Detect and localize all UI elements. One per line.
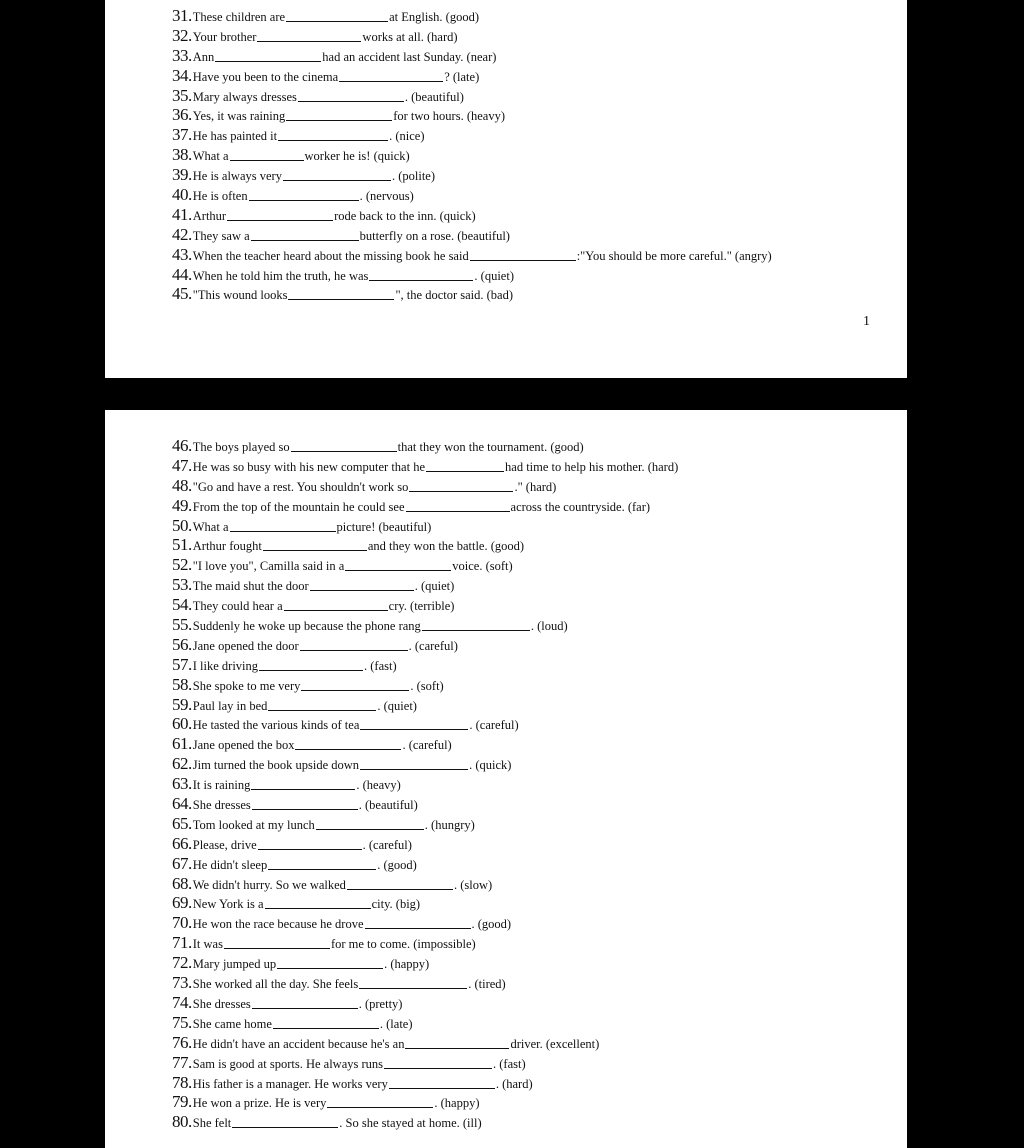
answer-blank[interactable]	[359, 976, 467, 989]
item-text-before: New York is a	[192, 897, 264, 912]
item-text-before: Ann	[192, 49, 215, 64]
exercise-item	[172, 476, 907, 496]
item-number: 39.	[172, 165, 192, 185]
item-text-before: We didn't hurry. So we walked	[192, 877, 346, 892]
item-text-after: . (quiet)	[474, 268, 514, 283]
exercise-item	[172, 1073, 907, 1093]
exercise-item	[172, 185, 907, 205]
item-text-before: She dresses	[192, 996, 251, 1011]
exercise-list	[172, 6, 907, 304]
item-text-after: . (careful)	[469, 718, 519, 733]
item-text-after: . (polite)	[391, 169, 436, 184]
item-text-before: Tom looked at my lunch	[192, 817, 315, 832]
item-text-before: He is often	[192, 189, 248, 204]
item-text-before: "Go and have a rest. You shouldn't work so	[192, 479, 409, 494]
answer-blank[interactable]	[291, 439, 397, 452]
answer-blank[interactable]	[259, 658, 363, 671]
exercise-item	[172, 1013, 907, 1033]
item-number: 40.	[172, 185, 192, 205]
exercise-item	[172, 774, 907, 794]
item-text-before: Arthur	[192, 208, 227, 223]
item-text-after: . (careful)	[402, 738, 452, 753]
answer-blank[interactable]	[327, 1095, 433, 1108]
exercise-item	[172, 225, 907, 245]
item-text-before: It is raining	[192, 778, 251, 793]
answer-blank[interactable]	[422, 618, 530, 631]
item-text-after: at English. (good)	[389, 10, 479, 24]
item-number: 63.	[172, 774, 192, 794]
item-number: 45.	[172, 284, 192, 304]
exercise-item	[172, 555, 907, 575]
item-text-before: She came home	[192, 1016, 272, 1031]
answer-blank[interactable]	[310, 578, 414, 591]
item-number: 32.	[172, 25, 192, 45]
item-number: 62.	[172, 754, 192, 774]
item-text-before: "This wound looks	[192, 288, 288, 303]
exercise-item	[172, 655, 907, 675]
exercise-item	[172, 165, 907, 185]
answer-blank[interactable]	[263, 538, 367, 551]
page-number: 1	[863, 314, 870, 329]
answer-blank[interactable]	[426, 459, 504, 472]
item-text-before: They could hear a	[192, 599, 283, 614]
item-text-before: His father is a manager. He works very	[192, 1076, 388, 1091]
item-number: 77.	[172, 1052, 192, 1072]
item-number: 52.	[172, 555, 192, 575]
item-text-before: Please, drive	[192, 837, 257, 852]
answer-blank[interactable]	[288, 287, 394, 300]
answer-blank[interactable]	[405, 1036, 509, 1049]
item-text-after: picture! (beautiful)	[336, 519, 432, 534]
item-text-before: Paul lay in bed	[192, 698, 268, 713]
answer-blank[interactable]	[384, 1056, 492, 1069]
item-number: 50.	[172, 515, 192, 535]
item-text-after: . (good)	[377, 857, 417, 872]
item-number: 58.	[172, 674, 192, 694]
answer-blank[interactable]	[345, 558, 451, 571]
item-number: 74.	[172, 992, 192, 1012]
item-text-before: The boys played so	[192, 440, 290, 454]
answer-blank[interactable]	[277, 956, 383, 969]
exercise-item	[172, 86, 907, 106]
item-text-after: . (fast)	[493, 1056, 526, 1071]
item-text-before: Mary jumped up	[192, 957, 277, 972]
item-text-after: . (happy)	[434, 1096, 480, 1111]
item-number: 31.	[172, 6, 192, 25]
item-number: 61.	[172, 734, 192, 754]
item-text-before: He has painted it	[192, 129, 278, 144]
item-number: 44.	[172, 264, 192, 284]
item-number: 69.	[172, 893, 192, 913]
item-text-before: Arthur fought	[192, 539, 262, 554]
item-text-before: When the teacher heard about the missing book he said	[192, 248, 469, 263]
item-text-after: . (loud)	[530, 619, 568, 634]
exercise-item	[172, 615, 907, 635]
item-text-after: worker he is! (quick)	[304, 149, 410, 164]
item-text-before: She spoke to me very	[192, 678, 301, 693]
item-number: 73.	[172, 973, 192, 993]
item-text-after: ", the doctor said. (bad)	[395, 288, 514, 303]
exercise-item	[172, 595, 907, 615]
exercise-item	[172, 456, 907, 476]
exercise-item	[172, 535, 907, 555]
item-number: 47.	[172, 455, 192, 475]
exercise-item	[172, 973, 907, 993]
answer-blank[interactable]	[278, 128, 388, 141]
exercise-item	[172, 913, 907, 933]
item-number: 72.	[172, 953, 192, 973]
item-text-after: that they won the tournament. (good)	[397, 440, 584, 454]
answer-blank[interactable]	[252, 996, 358, 1009]
answer-blank[interactable]	[347, 877, 453, 890]
item-text-after: . (soft)	[410, 678, 444, 693]
item-number: 42.	[172, 224, 192, 244]
exercise-item	[172, 1053, 907, 1073]
answer-blank[interactable]	[224, 936, 330, 949]
item-text-after: and they won the battle. (good)	[367, 539, 525, 554]
exercise-item	[172, 953, 907, 973]
item-text-after: ? (late)	[444, 69, 480, 84]
item-text-after: . (beautiful)	[358, 798, 418, 813]
item-number: 68.	[172, 873, 192, 893]
item-text-before: The maid shut the door	[192, 579, 309, 594]
answer-blank[interactable]	[286, 9, 388, 22]
item-number: 71.	[172, 933, 192, 953]
exercise-item	[172, 893, 907, 913]
item-number: 38.	[172, 145, 192, 165]
item-text-after: works at all. (hard)	[362, 29, 458, 44]
item-text-after: . (quiet)	[377, 698, 417, 713]
item-text-before: He was so busy with his new computer that he	[192, 459, 426, 474]
item-text-after: . (hard)	[495, 1076, 533, 1091]
answer-blank[interactable]	[251, 228, 359, 241]
answer-blank[interactable]	[389, 1076, 495, 1089]
item-text-after: . (pretty)	[358, 996, 403, 1011]
answer-blank[interactable]	[406, 499, 510, 512]
item-text-after: . (hungry)	[424, 817, 475, 832]
answer-blank[interactable]	[470, 248, 576, 261]
item-text-before: Mary always dresses	[192, 89, 297, 104]
item-text-before: She dresses	[192, 798, 251, 813]
exercise-item	[172, 754, 907, 774]
item-text-after: cry. (terrible)	[388, 599, 455, 614]
answer-blank[interactable]	[251, 777, 355, 790]
answer-blank[interactable]	[316, 817, 424, 830]
exercise-item	[172, 26, 907, 46]
item-text-after: . So she stayed at home. (ill)	[339, 1116, 482, 1131]
item-number: 37.	[172, 125, 192, 145]
item-text-before: He didn't sleep	[192, 857, 268, 872]
item-text-after: had time to help his mother. (hard)	[505, 459, 679, 474]
item-number: 55.	[172, 615, 192, 635]
exercise-item	[172, 125, 907, 145]
item-text-before: He won a prize. He is very	[192, 1096, 327, 1111]
exercise-item	[172, 794, 907, 814]
item-text-after: . (nice)	[389, 129, 425, 144]
item-number: 70.	[172, 913, 192, 933]
exercise-item	[172, 6, 907, 26]
item-text-before: He didn't have an accident because he's an	[192, 1036, 405, 1051]
item-text-after: city. (big)	[371, 897, 421, 912]
answer-blank[interactable]	[284, 598, 388, 611]
item-text-before: I like driving	[192, 658, 259, 673]
answer-blank[interactable]	[360, 757, 468, 770]
item-text-after: . (late)	[379, 1016, 413, 1031]
item-number: 64.	[172, 794, 192, 814]
answer-blank[interactable]	[339, 69, 443, 82]
exercise-item	[172, 714, 907, 734]
exercise-item	[172, 734, 907, 754]
exercise-item	[172, 695, 907, 715]
item-text-after: . (careful)	[408, 638, 458, 653]
item-number: 59.	[172, 694, 192, 714]
answer-blank[interactable]	[283, 168, 391, 181]
item-text-after: rode back to the inn. (quick)	[334, 208, 476, 223]
item-text-before: From the top of the mountain he could see	[192, 499, 405, 514]
exercise-item	[172, 933, 907, 953]
item-text-before: Sam is good at sports. He always runs	[192, 1056, 384, 1071]
answer-blank[interactable]	[215, 49, 321, 62]
answer-blank[interactable]	[268, 857, 376, 870]
item-text-before: Suddenly he woke up because the phone rang	[192, 619, 421, 634]
exercise-item	[172, 145, 907, 165]
exercise-item	[172, 575, 907, 595]
exercise-item	[172, 993, 907, 1013]
item-number: 51.	[172, 535, 192, 555]
exercise-item	[172, 854, 907, 874]
item-text-after: . (tired)	[468, 977, 506, 992]
answer-blank[interactable]	[360, 717, 468, 730]
worksheet-page-2	[105, 410, 907, 1148]
item-text-before: Jane opened the door	[192, 638, 299, 653]
item-text-after: driver. (excellent)	[510, 1036, 600, 1051]
item-text-after: had an accident last Sunday. (near)	[322, 49, 497, 64]
item-text-before: What a	[192, 149, 229, 164]
item-number: 76.	[172, 1032, 192, 1052]
exercise-item	[172, 105, 907, 125]
answer-blank[interactable]	[252, 797, 358, 810]
item-text-before: She felt	[192, 1116, 232, 1131]
exercise-item	[172, 205, 907, 225]
item-number: 49.	[172, 495, 192, 515]
item-text-after: butterfly on a rose. (beautiful)	[359, 228, 510, 243]
item-text-after: voice. (soft)	[452, 559, 513, 574]
answer-blank[interactable]	[301, 678, 409, 691]
item-number: 33.	[172, 45, 192, 65]
answer-blank[interactable]	[232, 1115, 338, 1128]
item-number: 78.	[172, 1072, 192, 1092]
exercise-item	[172, 516, 907, 536]
item-number: 56.	[172, 634, 192, 654]
exercise-item	[172, 46, 907, 66]
item-number: 60.	[172, 714, 192, 734]
item-number: 79.	[172, 1092, 192, 1112]
answer-blank[interactable]	[295, 737, 401, 750]
item-number: 36.	[172, 105, 192, 125]
answer-blank[interactable]	[286, 108, 392, 121]
exercise-item	[172, 874, 907, 894]
item-text-after: for me to come. (impossible)	[330, 937, 476, 952]
item-number: 66.	[172, 833, 192, 853]
item-text-after: . (quick)	[469, 758, 512, 773]
answer-blank[interactable]	[300, 638, 408, 651]
item-text-before: These children are	[192, 10, 286, 24]
item-text-before: What a	[192, 519, 229, 534]
item-text-before: It was	[192, 937, 223, 952]
answer-blank[interactable]	[230, 519, 336, 532]
exercise-item	[172, 284, 907, 304]
exercise-item	[172, 1033, 907, 1053]
answer-blank[interactable]	[369, 268, 473, 281]
item-number: 46.	[172, 436, 192, 455]
exercise-item	[172, 245, 907, 265]
item-text-after: :"You should be more careful." (angry)	[576, 248, 772, 263]
exercise-item	[172, 635, 907, 655]
answer-blank[interactable]	[227, 208, 333, 221]
item-text-after: for two hours. (heavy)	[393, 109, 506, 124]
item-text-after: . (happy)	[384, 957, 430, 972]
exercise-item	[172, 814, 907, 834]
exercise-item	[172, 1112, 907, 1132]
answer-blank[interactable]	[298, 89, 404, 102]
item-text-before: She worked all the day. She feels	[192, 977, 359, 992]
answer-blank[interactable]	[257, 29, 361, 42]
answer-blank[interactable]	[265, 896, 371, 909]
item-text-after: . (heavy)	[356, 778, 401, 793]
item-number: 34.	[172, 65, 192, 85]
item-text-before: He tasted the various kinds of tea	[192, 718, 360, 733]
item-text-after: . (nervous)	[359, 189, 414, 204]
answer-blank[interactable]	[268, 698, 376, 711]
item-text-after: . (fast)	[364, 658, 397, 673]
worksheet-page-1	[105, 0, 907, 378]
item-number: 80.	[172, 1112, 192, 1132]
item-number: 53.	[172, 575, 192, 595]
answer-blank[interactable]	[409, 479, 513, 492]
item-text-before: He is always very	[192, 169, 282, 184]
item-text-before: Yes, it was raining	[192, 109, 286, 124]
item-text-after: across the countryside. (far)	[510, 499, 651, 514]
answer-blank[interactable]	[249, 188, 359, 201]
item-text-after: ." (hard)	[514, 479, 557, 494]
exercise-item	[172, 66, 907, 86]
item-text-after: . (beautiful)	[404, 89, 464, 104]
exercise-item	[172, 675, 907, 695]
answer-blank[interactable]	[230, 148, 304, 161]
item-text-after: . (good)	[471, 917, 512, 932]
exercise-item	[172, 265, 907, 285]
item-text-before: When he told him the truth, he was	[192, 268, 369, 283]
answer-blank[interactable]	[273, 1016, 379, 1029]
item-text-after: . (quiet)	[414, 579, 455, 594]
item-number: 75.	[172, 1012, 192, 1032]
exercise-item	[172, 436, 907, 456]
item-number: 54.	[172, 595, 192, 615]
exercise-item	[172, 834, 907, 854]
item-number: 67.	[172, 853, 192, 873]
item-text-before: Jim turned the book upside down	[192, 758, 360, 773]
exercise-list	[172, 436, 907, 1132]
item-text-before: They saw a	[192, 228, 250, 243]
item-text-before: Jane opened the box	[192, 738, 295, 753]
exercise-item	[172, 1092, 907, 1112]
item-text-before: Your brother	[192, 29, 257, 44]
item-text-after: . (slow)	[453, 877, 493, 892]
item-text-before: "I love you", Camilla said in a	[192, 559, 345, 574]
item-text-after: . (careful)	[362, 837, 412, 852]
item-number: 35.	[172, 85, 192, 105]
item-number: 48.	[172, 475, 192, 495]
item-number: 43.	[172, 244, 192, 264]
item-number: 41.	[172, 204, 192, 224]
exercise-item	[172, 496, 907, 516]
answer-blank[interactable]	[365, 916, 471, 929]
item-number: 65.	[172, 813, 192, 833]
item-text-before: Have you been to the cinema	[192, 69, 339, 84]
item-text-before: He won the race because he drove	[192, 917, 364, 932]
item-number: 57.	[172, 654, 192, 674]
answer-blank[interactable]	[258, 837, 362, 850]
